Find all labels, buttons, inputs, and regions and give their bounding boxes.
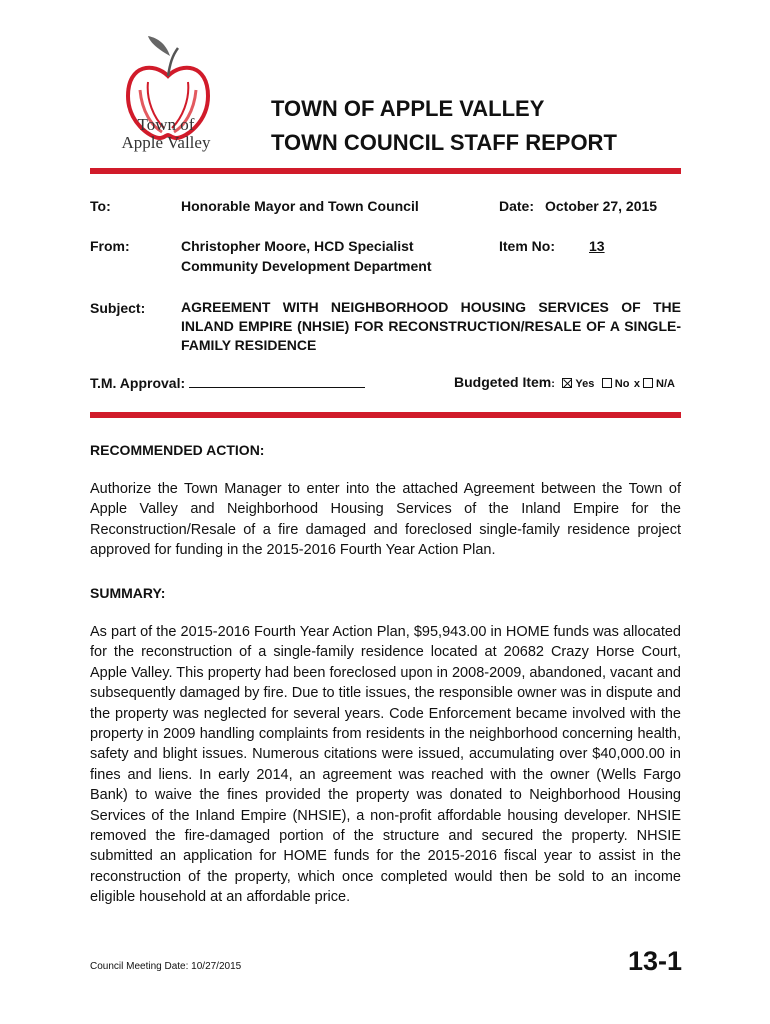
from-value-department: Community Development Department — [181, 258, 432, 274]
na-checkbox[interactable] — [643, 378, 653, 388]
subject-value: AGREEMENT WITH NEIGHBORHOOD HOUSING SERVICES OF THE INLAND EMPIRE (NHSIE) FOR RECONSTRUCTION/RESALE OF A SINGLE-FAMILY RESIDENCE — [181, 299, 681, 353]
logo-text — [106, 116, 226, 152]
tm-approval-label: T.M. Approval: — [90, 375, 186, 391]
report-title-town: TOWN OF APPLE VALLEY — [271, 96, 545, 121]
subject-label: Subject: — [90, 300, 146, 316]
budgeted-item-colon: : — [551, 378, 555, 390]
logo-line-1: Town of — [137, 115, 195, 134]
from-value-name: Christopher Moore, HCD Specialist — [181, 238, 414, 254]
to-label: To: — [90, 198, 111, 214]
yes-label: Yes — [575, 378, 595, 390]
report-title-staff-report: TOWN COUNCIL STAFF REPORT — [271, 130, 617, 155]
tm-approval — [90, 373, 365, 393]
logo-line-2: Apple Valley — [121, 133, 211, 152]
item-number: 13 — [589, 238, 605, 254]
to-value: Honorable Mayor and Town Council — [181, 198, 419, 214]
summary-text: As part of the 2015-2016 Fourth Year Action Plan, $95,943.00 in HOME funds was allocated for the reconstruction of a single-family residence located at 20682 Crazy Horse Court, Apple Valley. This property had been foreclosed upon in 2008-2009, abandoned, vacant and subsequently damaged by fire. Due to title issues, the responsible owner was in dispute and the property was neglected for several years. Code Enforcement became involved with the property in 2009 handling complaints from residents in the neighborhood concerning health, safety and blight issues. Numerous citations were issued, accumulating over $40,000.00 in fines and liens. In early 2014, an agreement was reached with the owner (Wells Fargo Bank) to waive the fines provided the property was donated to Neighborhood Housing Services of the Inland Empire (NHSIE), a non-profit affordable housing developer. NHSIE removed the fire-damaged portion of the structure and secured the property. NHSIE submitted an application for HOME funds for the 2015-2016 fiscal year to assist in the reconstruction of the property, which once completed would then be sold to an income eligible household at an affordable price. — [90, 624, 681, 906]
no-label: No — [614, 378, 630, 390]
header-divider — [90, 168, 681, 174]
budgeted-item-label: Budgeted Item — [454, 374, 552, 390]
memo-divider — [90, 412, 681, 418]
item-label: Item No: — [499, 238, 555, 254]
no-checkbox[interactable] — [602, 378, 612, 388]
na-label: N/A — [656, 378, 675, 390]
budgeted-item — [454, 374, 675, 392]
tm-approval-signature-line — [189, 373, 365, 388]
x-mark: x — [633, 378, 641, 390]
page-number: 13-1 — [627, 946, 682, 976]
date-label: Date: — [499, 198, 535, 214]
recommended-action-heading: RECOMMENDED ACTION: — [90, 442, 265, 458]
recommended-action-text: Authorize the Town Manager to enter into the attached Agreement between the Town of Apple Valley and Neighborhood Housing Services of the Inland Empire for the Reconstruction/Resale of a fire damaged and foreclosed single-family residence project approved for funding in the 2015-2016 Fourth Year Action Plan. — [90, 481, 681, 559]
yes-checkbox[interactable] — [562, 378, 572, 388]
date-value: October 27, 2015 — [545, 198, 658, 214]
from-label: From: — [90, 238, 130, 254]
summary-heading: SUMMARY: — [90, 585, 166, 601]
footer-meeting-date: Council Meeting Date: 10/27/2015 — [90, 961, 242, 972]
